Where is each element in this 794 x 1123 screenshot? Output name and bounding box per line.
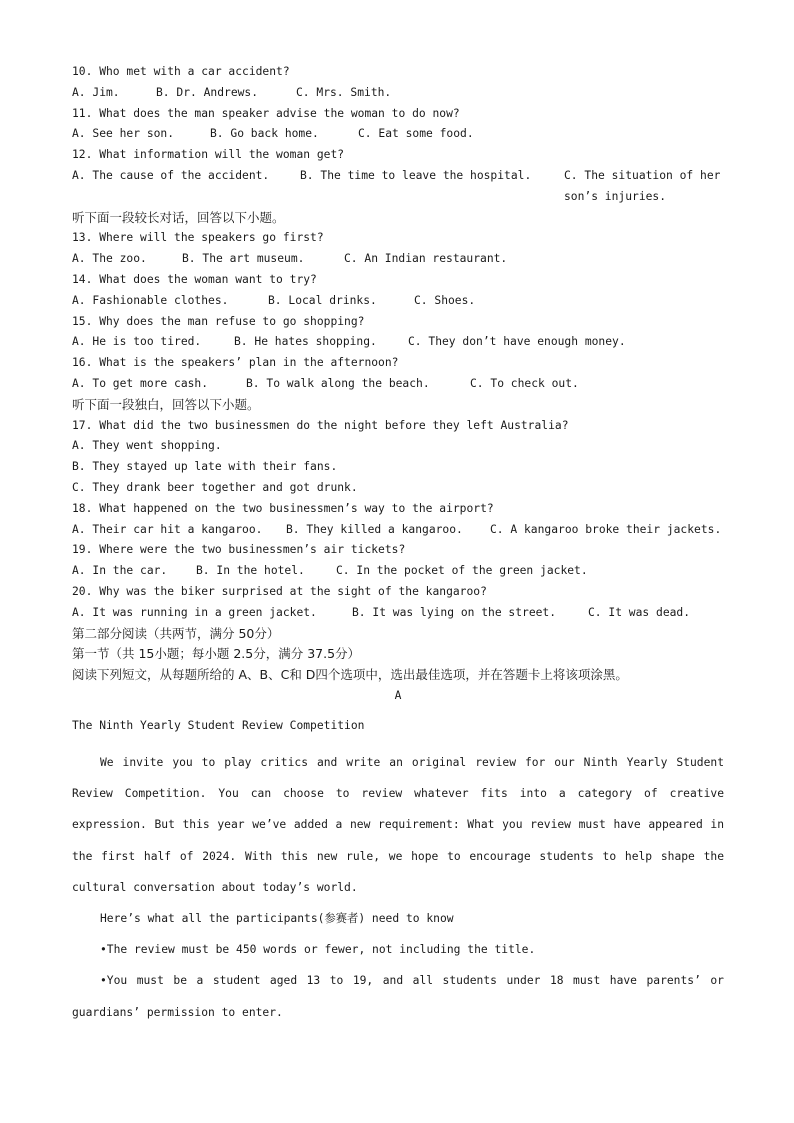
question-12: 12. What information will the woman get?: [72, 148, 345, 162]
section-2-subtitle: 第一节（共 15小题；每小题 2.5分，满分 37.5分）: [72, 646, 361, 662]
question-17: 17. What did the two businessmen do the night before they left Australia?: [72, 418, 569, 432]
options-20: [72, 603, 724, 624]
option-c: C. A kangaroo broke their jackets.: [490, 522, 722, 536]
rule-bullet-2: •You must be a student aged 13 to 19, and all students under 18 must have parents’ or guardians’ permission to enter.: [72, 974, 724, 1019]
option-b: B. Go back home.: [210, 127, 319, 141]
option-c: C. To check out.: [470, 376, 579, 390]
question-10: 10. Who met with a car accident?: [72, 65, 290, 78]
option-b: B. He hates shopping.: [234, 335, 377, 349]
options-14: [72, 291, 724, 312]
passage-title: The Ninth Yearly Student Review Competition: [72, 718, 365, 732]
option-c: C. An Indian restaurant.: [344, 252, 508, 266]
option-c: C. Eat some food.: [358, 127, 474, 141]
instruction-long-dialogue: 听下面一段较长对话，回答以下小题。: [72, 209, 285, 225]
option-c: C. The situation of her son’s injuries.: [564, 168, 721, 203]
options-13: [72, 249, 724, 270]
option-a: A. To get more cash.: [72, 376, 209, 390]
option-b: B. The time to leave the hospital.: [300, 168, 532, 182]
question-15: 15. Why does the man refuse to go shopping?: [72, 314, 365, 328]
option-c: C. They don’t have enough money.: [408, 335, 626, 349]
rule-bullet-1: •The review must be 450 words or fewer, not including the title.: [100, 943, 536, 957]
option-a: A. Fashionable clothes.: [72, 293, 229, 307]
question-20: 20. Why was the biker surprised at the sight of the kangaroo?: [72, 584, 487, 598]
exam-page: [72, 62, 724, 1028]
option-b: B. They killed a kangaroo.: [286, 522, 463, 536]
options-18: [72, 520, 724, 541]
option-a: A. It was running in a green jacket.: [72, 605, 317, 619]
option-a: A. The zoo.: [72, 252, 147, 266]
question-18: 18. What happened on the two businessmen’s way to the airport?: [72, 501, 494, 515]
option-17-c: C. They drank beer together and got drunk.: [72, 480, 358, 494]
option-17-a: A. They went shopping.: [72, 439, 222, 453]
option-b: B. Local drinks.: [268, 293, 377, 307]
option-c: C. In the pocket of the green jacket.: [336, 564, 588, 578]
options-19: [72, 561, 724, 582]
section-2-title: 第二部分阅读（共两节，满分 50分）: [72, 625, 280, 641]
option-b: B. The art museum.: [182, 252, 305, 266]
question-13: 13. Where will the speakers go first?: [72, 231, 324, 245]
passage-letter: A: [394, 688, 402, 702]
option-b: B. In the hotel.: [196, 564, 305, 578]
passage-paragraph-2: Here’s what all the participants(参赛者) need to know: [100, 911, 454, 925]
options-10: [72, 83, 724, 104]
options-12: [72, 166, 724, 203]
section-2-instruction: 阅读下列短文，从每题所给的 A、B、C和 D四个选项中，选出最佳选项，并在答题卡上将该项涂黑。: [72, 667, 628, 683]
instruction-monologue: 听下面一段独白，回答以下小题。: [72, 396, 260, 412]
question-16: 16. What is the speakers’ plan in the afternoon?: [72, 356, 399, 370]
option-b: B. To walk along the beach.: [246, 376, 430, 390]
option-a: A. In the car.: [72, 564, 168, 578]
options-15: [72, 332, 724, 353]
passage-paragraph-1: We invite you to play critics and write an original review for our Ninth Yearly Student Review Competition. You can choose to review whatever fits into a category of creative expression. But this year we’ve added a new requirement: What you review must have appeared in the first half of 2024. With this new rule, we hope to encourage students to help shape the cultural conversation about today’s world.: [72, 755, 724, 894]
option-a: A. Their car hit a kangaroo.: [72, 522, 263, 536]
question-19: 19. Where were the two businessmen’s air tickets?: [72, 543, 406, 557]
options-16: [72, 374, 724, 395]
option-c: C. Mrs. Smith.: [296, 85, 392, 99]
option-a: A. See her son.: [72, 127, 175, 141]
option-17-b: B. They stayed up late with their fans.: [72, 460, 338, 474]
option-a: A. He is too tired.: [72, 335, 202, 349]
question-11: 11. What does the man speaker advise the woman to do now?: [72, 106, 460, 120]
option-a: A. The cause of the accident.: [72, 168, 270, 182]
option-c: C. It was dead.: [588, 605, 691, 619]
option-a: A. Jim.: [72, 85, 120, 99]
option-b: B. Dr. Andrews.: [156, 85, 259, 99]
question-14: 14. What does the woman want to try?: [72, 272, 317, 286]
option-c: C. Shoes.: [414, 293, 476, 307]
option-b: B. It was lying on the street.: [352, 605, 557, 619]
options-11: [72, 124, 724, 145]
